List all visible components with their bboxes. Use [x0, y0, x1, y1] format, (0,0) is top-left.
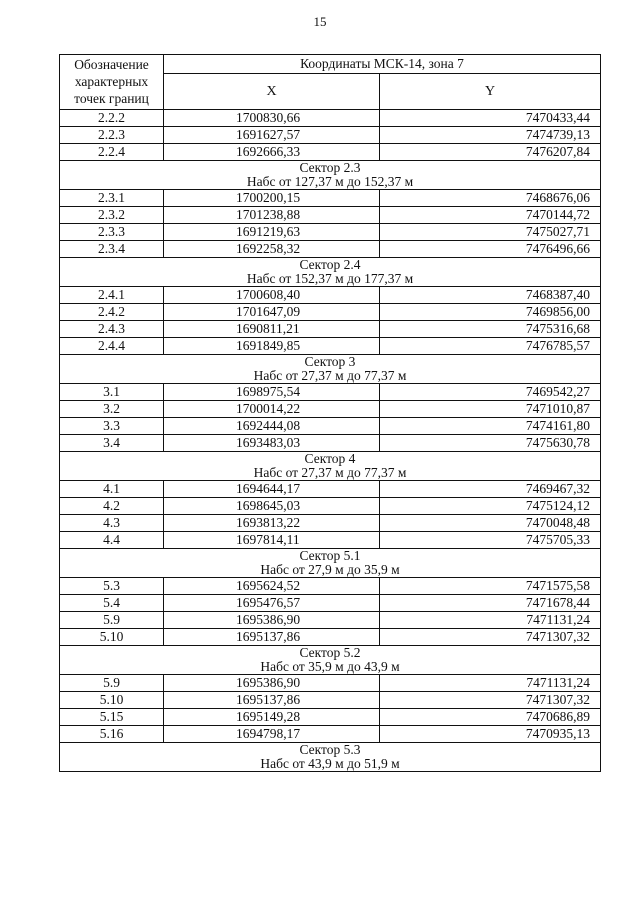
- point-id-cell: 4.2: [60, 498, 164, 515]
- x-coordinate-cell: 1695137,86: [164, 692, 380, 709]
- table-row: [60, 726, 601, 743]
- y-coordinate-cell: 7471307,32: [380, 629, 601, 646]
- y-coordinate-cell: 7471131,24: [380, 675, 601, 692]
- x-coordinate-cell: 1700830,66: [164, 110, 380, 127]
- point-id-cell: 2.3.2: [60, 207, 164, 224]
- x-coordinate-cell: 1692444,08: [164, 418, 380, 435]
- x-coordinate-cell: 1695149,28: [164, 709, 380, 726]
- x-coordinate-cell: 1697814,11: [164, 532, 380, 549]
- table-row: [60, 144, 601, 161]
- point-id-cell: 2.3.1: [60, 190, 164, 207]
- y-coordinate-cell: 7470686,89: [380, 709, 601, 726]
- sector-header: [60, 646, 601, 675]
- y-coordinate-cell: 7469542,27: [380, 384, 601, 401]
- x-coordinate-cell: 1695624,52: [164, 578, 380, 595]
- y-coordinate-cell: 7474739,13: [380, 127, 601, 144]
- table-row: [60, 127, 601, 144]
- sector-header-row: [60, 258, 601, 287]
- point-id-cell: 5.10: [60, 692, 164, 709]
- table-row: [60, 287, 601, 304]
- table-row: [60, 578, 601, 595]
- y-coordinate-cell: 7475705,33: [380, 532, 601, 549]
- x-coordinate-cell: 1692666,33: [164, 144, 380, 161]
- sector-title: Сектор 5.1: [299, 548, 361, 563]
- table-row: [60, 338, 601, 355]
- sector-title: Сектор 5.3: [299, 742, 361, 757]
- y-coordinate-cell: 7471575,58: [380, 578, 601, 595]
- point-id-cell: 4.4: [60, 532, 164, 549]
- table-row: [60, 241, 601, 258]
- table-row: [60, 498, 601, 515]
- sector-header: [60, 258, 601, 287]
- y-coordinate-cell: 7470144,72: [380, 207, 601, 224]
- point-id-cell: 2.2.3: [60, 127, 164, 144]
- table-body: [60, 110, 601, 772]
- table-row: [60, 207, 601, 224]
- point-id-cell: 3.2: [60, 401, 164, 418]
- table-row: [60, 401, 601, 418]
- sector-header-row: [60, 161, 601, 190]
- sector-header: [60, 452, 601, 481]
- sector-range: Набс от 27,37 м до 77,37 м: [253, 465, 407, 480]
- sector-range: Набс от 35,9 м до 43,9 м: [260, 659, 400, 674]
- x-coordinate-cell: 1700014,22: [164, 401, 380, 418]
- sector-header-row: [60, 452, 601, 481]
- y-coordinate-cell: 7470433,44: [380, 110, 601, 127]
- sector-header-row: [60, 355, 601, 384]
- x-coordinate-cell: 1691627,57: [164, 127, 380, 144]
- sector-header: [60, 549, 601, 578]
- table-row: [60, 515, 601, 532]
- y-coordinate-cell: 7470048,48: [380, 515, 601, 532]
- point-id-cell: 4.1: [60, 481, 164, 498]
- table-row: [60, 595, 601, 612]
- table-row: [60, 435, 601, 452]
- sector-range: Набс от 27,37 м до 77,37 м: [253, 368, 407, 383]
- table-row: [60, 384, 601, 401]
- point-column-header: Обозначение характерных точек границ: [60, 55, 164, 110]
- x-coordinate-cell: 1695386,90: [164, 675, 380, 692]
- point-id-cell: 2.4.4: [60, 338, 164, 355]
- x-coordinate-cell: 1698645,03: [164, 498, 380, 515]
- y-coordinate-cell: 7476496,66: [380, 241, 601, 258]
- y-coordinate-cell: 7474161,80: [380, 418, 601, 435]
- x-coordinate-cell: 1695386,90: [164, 612, 380, 629]
- point-id-cell: 5.9: [60, 675, 164, 692]
- y-coordinate-cell: 7471131,24: [380, 612, 601, 629]
- sector-title: Сектор 3: [304, 354, 356, 369]
- y-coordinate-cell: 7475027,71: [380, 224, 601, 241]
- y-coordinate-cell: 7475630,78: [380, 435, 601, 452]
- x-coordinate-cell: 1695476,57: [164, 595, 380, 612]
- point-id-cell: 4.3: [60, 515, 164, 532]
- point-id-cell: 5.9: [60, 612, 164, 629]
- x-coordinate-cell: 1701647,09: [164, 304, 380, 321]
- sector-range: Набс от 43,9 м до 51,9 м: [260, 756, 400, 771]
- x-coordinate-cell: 1691219,63: [164, 224, 380, 241]
- point-id-cell: 5.16: [60, 726, 164, 743]
- table-row: [60, 532, 601, 549]
- x-coordinate-cell: 1693813,22: [164, 515, 380, 532]
- point-id-cell: 2.2.4: [60, 144, 164, 161]
- sector-title: Сектор 2.4: [299, 257, 361, 272]
- table-row: [60, 321, 601, 338]
- x-coordinate-cell: 1698975,54: [164, 384, 380, 401]
- point-id-cell: 2.3.3: [60, 224, 164, 241]
- point-id-cell: 5.4: [60, 595, 164, 612]
- y-coordinate-cell: 7468387,40: [380, 287, 601, 304]
- y-coordinate-cell: 7470935,13: [380, 726, 601, 743]
- x-coordinate-cell: 1690811,21: [164, 321, 380, 338]
- sector-title: Сектор 5.2: [299, 645, 361, 660]
- table-row: [60, 110, 601, 127]
- x-coordinate-cell: 1694644,17: [164, 481, 380, 498]
- y-coordinate-cell: 7469467,32: [380, 481, 601, 498]
- table-row: [60, 418, 601, 435]
- x-coordinate-cell: 1691849,85: [164, 338, 380, 355]
- y-coordinate-cell: 7475316,68: [380, 321, 601, 338]
- sector-header: [60, 743, 601, 772]
- table-row: [60, 675, 601, 692]
- y-coordinate-cell: 7468676,06: [380, 190, 601, 207]
- point-id-cell: 2.4.2: [60, 304, 164, 321]
- coordinates-table: [59, 54, 601, 772]
- coords-title-header: Координаты МСК-14, зона 7: [164, 55, 601, 74]
- point-id-cell: 3.3: [60, 418, 164, 435]
- sector-title: Сектор 4: [304, 451, 356, 466]
- table-row: [60, 224, 601, 241]
- x-coordinate-cell: 1700200,15: [164, 190, 380, 207]
- x-coordinate-cell: 1693483,03: [164, 435, 380, 452]
- table-row: [60, 692, 601, 709]
- x-coordinate-cell: 1700608,40: [164, 287, 380, 304]
- point-id-cell: 2.3.4: [60, 241, 164, 258]
- sector-header: [60, 355, 601, 384]
- sector-header: [60, 161, 601, 190]
- x-coordinate-cell: 1701238,88: [164, 207, 380, 224]
- sector-range: Набс от 152,37 м до 177,37 м: [246, 271, 414, 286]
- table-row: [60, 709, 601, 726]
- x-column-header: X: [164, 74, 380, 110]
- sector-header-row: [60, 743, 601, 772]
- x-coordinate-cell: 1692258,32: [164, 241, 380, 258]
- table-row: [60, 481, 601, 498]
- point-id-cell: 5.15: [60, 709, 164, 726]
- y-coordinate-cell: 7471010,87: [380, 401, 601, 418]
- table-row: [60, 190, 601, 207]
- point-id-cell: 2.4.3: [60, 321, 164, 338]
- sector-title: Сектор 2.3: [299, 160, 361, 175]
- table-row: [60, 612, 601, 629]
- sector-range: Набс от 27,9 м до 35,9 м: [260, 562, 400, 577]
- y-column-header: Y: [380, 74, 601, 110]
- table-row: [60, 629, 601, 646]
- point-id-cell: 5.3: [60, 578, 164, 595]
- table-row: [60, 304, 601, 321]
- sector-header-row: [60, 646, 601, 675]
- point-id-cell: 3.1: [60, 384, 164, 401]
- y-coordinate-cell: 7471307,32: [380, 692, 601, 709]
- point-id-cell: 5.10: [60, 629, 164, 646]
- y-coordinate-cell: 7476785,57: [380, 338, 601, 355]
- x-coordinate-cell: 1694798,17: [164, 726, 380, 743]
- y-coordinate-cell: 7471678,44: [380, 595, 601, 612]
- y-coordinate-cell: 7469856,00: [380, 304, 601, 321]
- x-coordinate-cell: 1695137,86: [164, 629, 380, 646]
- sector-range: Набс от 127,37 м до 152,37 м: [246, 174, 414, 189]
- point-id-cell: 2.2.2: [60, 110, 164, 127]
- page-number: 15: [313, 14, 327, 29]
- y-coordinate-cell: 7476207,84: [380, 144, 601, 161]
- point-id-cell: 3.4: [60, 435, 164, 452]
- y-coordinate-cell: 7475124,12: [380, 498, 601, 515]
- point-id-cell: 2.4.1: [60, 287, 164, 304]
- sector-header-row: [60, 549, 601, 578]
